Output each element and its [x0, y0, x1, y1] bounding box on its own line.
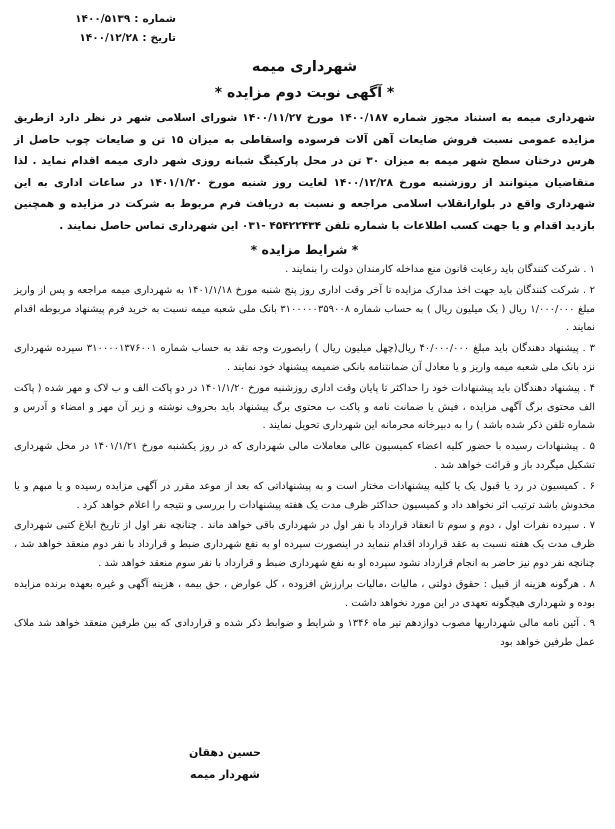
- letter-meta: [16, 10, 176, 48]
- condition-item: ۴ . پیشنهاد دهندگان باید پیشنهادات خود را حداکثر تا پایان وقت اداری روزشنبه مورخ ۱۴۰۱/۱/۲۰ در دو پاکت الف و ب لاک و مهر شده ( پاکت الف محتوی برگ آگهی مزایده ، فیش یا ضمانت نامه و پاکت ب محتوی برگ پیشنهاد باید بحروف نوشته و زیر آن مهر و امضاء و آدرس و شماره تلفن ذکر شده باشد ) را به دبیرخانه محرمانه این شهرداری تحویل نمایند .: [14, 382, 596, 432]
- conditions-title: * شرایط مزایده *: [250, 242, 359, 257]
- intro-paragraph: شهرداری میمه به استناد مجوز شماره ۱۴۰۰/۱۸۷ مورخ ۱۴۰۰/۱۱/۲۷ شورای اسلامی شهر در نظر دارد ازطریق مزایده عمومی نسبت فروش ضایعات آهن آلات فرسوده واسقاطی به میزان ۱۵ تن و ضایعات چوب حاصل از هرس درختان سطح شهر میمه به میزان ۳۰ تن در محل پارکینگ شبانه روزی شهر داری میمه اقدام نماید . لذا متقاضیان میتوانند از روزشنبه مورخ ۱۴۰۰/۱۲/۲۸ لغایت روز شنبه مورخ ۱۴۰۱/۱/۲۰ در ساعات اداری به این شهرداری واقع در بلوارانقلاب اسلامی مراجعه و نسبت به دریافت فرم مربوط به شرکت در مزایده و همچنین بازدید اقدام و یا جهت کسب اطلاعات با شماره تلفن ۴۵۴۲۲۴۳۴ -۰۳۱ این شهرداری تماس حاصل نمایند .: [14, 112, 595, 232]
- letter-number-value: ۱۴۰۰/۵۱۳۹: [75, 13, 131, 25]
- signature-block: [189, 742, 261, 786]
- notice-title: * آگهی نوبت دوم مزایده *: [214, 85, 395, 101]
- condition-item: ۹ . آئین نامه مالی شهرداریها مصوب دوازدهم تیر ماه ۱۳۴۶ و شرایط و ضوابط ذکر شده و قراردادی که بین طرفین منعقد خواهد شد ملاک عمل طرفین خواهد بود: [14, 618, 595, 649]
- letter-number-label: شماره: [142, 13, 176, 25]
- letter-date-value: ۱۴۰۰/۱۲/۲۸: [79, 32, 139, 44]
- condition-item: ۳ . پیشنهاد دهندگان باید مبلغ ۴۰/۰۰۰/۰۰۰ ریال(چهل میلیون ریال ) رابصورت وجه نقد به حساب شماره ۳۱۰۰۰۰۱۳۷۶۰۰۱ سپرده شهرداری نزد بانک ملی شعبه میمه واریز و یا معادل آن ضمانتنامه بانکی ضمیمه پیشنهاد خود نمایند .: [14, 343, 595, 373]
- condition-item: ۱ . شرکت کنندگان باید رعایت قانون منع مداخله کارمندان دولت را بنمایند .: [285, 264, 595, 275]
- organization-title: شهرداری میمه: [251, 59, 358, 75]
- signer-title: شهردار میمه: [190, 768, 260, 781]
- notice-header: [14, 56, 595, 104]
- conditions-list: [14, 261, 595, 653]
- letter-date-label: تاریخ: [150, 32, 176, 44]
- letter-number-row: شماره : ۱۴۰۰/۵۱۳۹: [16, 10, 176, 29]
- condition-item: ۶ . کمیسیون در رد یا قبول یک یا کلیه پیشنهادات مختار است و به پیشنهاداتی که بعد از موعد مقرر در آگهی مزایده رسیده و یا مبهم و یا مخدوش باشد ترتیب اثر نخواهد داد و کمیسیون حداکثر ظرف مدت یک هفته پیشنهادات را بررسی و نتیجه را اعلام خواهد کرد .: [14, 480, 595, 511]
- condition-item: ۸ . هرگونه هزینه از قبیل : حقوق دولتی ، مالیات ،مالیات برارزش افزوده ، کل عوارض ، حق بیمه ، هزینه آگهی و غیره بعهده برنده مزایده بوده و شهرداری هیچگونه تعهدی در این مورد نخواهد داشت .: [14, 578, 595, 609]
- condition-item: ۲ . شرکت کنندگان باید جهت اخذ مدارک مزایده تا آخر وقت اداری روز پنج شنبه مورخ ۱۴۰۱/۱/۱۸ به شهرداری میمه مراجعه و پس از واریز مبلغ ۱/۰۰۰/۰۰۰ ریال ( یک میلیون ریال ) به حساب شماره ۳۱۰۰۰۰۰۳۵۹۰۰۸ بانک ملی شعبه میمه نسبت به خرید فرم پیشنهاد مربوطه اقدام نمایند .: [14, 284, 596, 334]
- condition-item: ۷ . سپرده نفرات اول ، دوم و سوم تا انعقاد قرارداد با نفر اول در شهرداری باقی خواهد ماند . چنانچه نفر اول از تاریخ ابلاغ کتبی شهرداری ظرف مدت یک هفته نسبت به عقد قرارداد اقدام ننماید در اینصورت سپرده او به نفع شهرداری ضبط و قرارداد با نفر دوم منعقد خواهد شد ، چنانچه نفر دوم نیز حاضر به انجام قرارداد نشود سپرده او به نفع شهرداری ضبط و قرارداد با نفر سوم منعقد خواهد شد .: [14, 520, 595, 569]
- signer-name: حسین دهقان: [188, 746, 261, 759]
- letter-date-row: تاریخ : ۱۴۰۰/۱۲/۲۸: [16, 29, 176, 48]
- condition-item: ۵ . پیشنهادات رسیده با حضور کلیه اعضاء کمیسیون عالی معاملات مالی شهرداری که در روز یکشنبه مورخ ۱۴۰۱/۱/۲۱ در محل شهرداری تشکیل میگردد باز و قرائت خواهد شد .: [14, 441, 595, 471]
